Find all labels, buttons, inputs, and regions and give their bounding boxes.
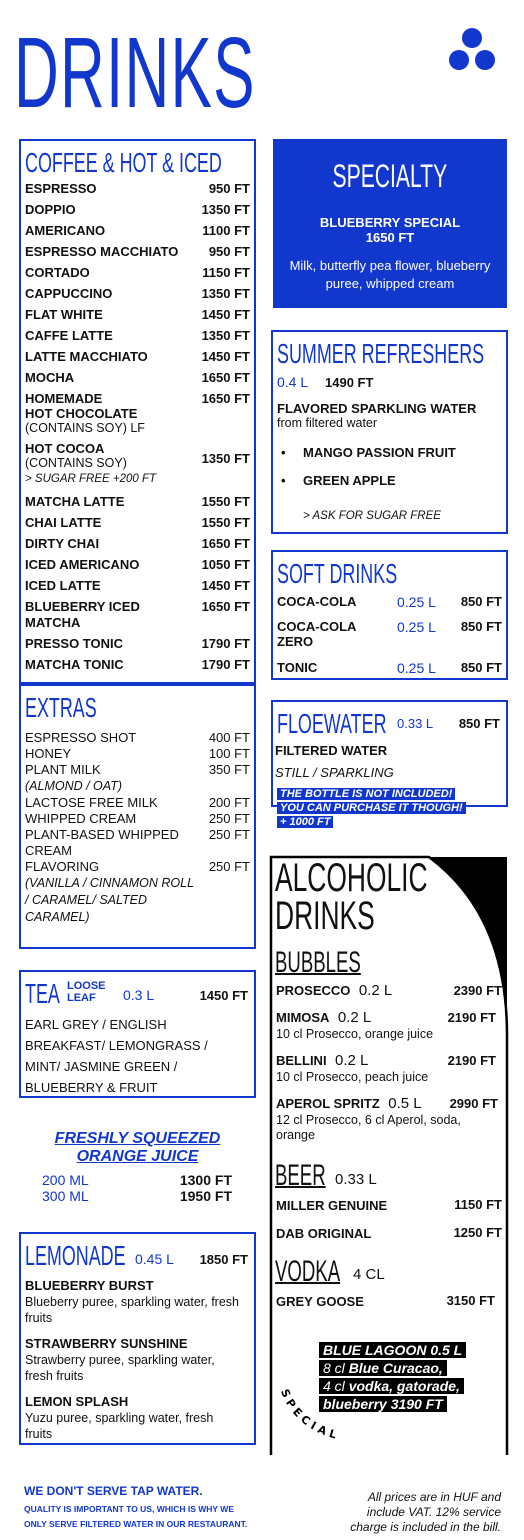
floewater-name: FILTERED WATER — [275, 743, 388, 758]
specialty-name: BLUEBERRY SPECIAL — [319, 215, 461, 230]
tea-section — [19, 970, 256, 1098]
lemonade-price: 1850 FT — [199, 1252, 248, 1267]
summer-size: 0.4 L — [277, 374, 309, 390]
lemonade-item-strawberry: STRAWBERRY SUNSHINE Strawberry puree, sparkling water, fresh fruits — [25, 1336, 215, 1383]
soft-drinks-title: SOFT DRINKS — [277, 558, 398, 589]
coffee-item: CHAI LATTE 1550 FT — [25, 515, 250, 530]
coffee-item: ICED LATTE 1450 FT — [25, 578, 250, 593]
orange-juice-row-200: 200 ML 1300 FT — [42, 1172, 232, 1188]
coffee-item-hot-cocoa: HOT COCOA (CONTAINS SOY) > SUGAR FREE +200 FT 1350 FT — [25, 441, 250, 485]
floewater-sub: STILL / SPARKLING — [275, 765, 394, 780]
alcohol-section — [269, 855, 509, 1455]
footer-water-note: WE DON'T SERVE TAP WATER. QUALITY IS IMPORTANT TO US, WHICH IS WHY WE ONLY SERVE FILTERED WATER IN OUR RESTAURANT. — [24, 1484, 248, 1529]
extra-plant-milk-note: (ALMOND / OAT) — [25, 779, 122, 793]
tea-price: 1450 FT — [199, 988, 248, 1003]
coffee-item: LATTE MACCHIATO 1450 FT — [25, 349, 250, 364]
lemonade-section — [19, 1232, 256, 1445]
orange-juice-section — [19, 1130, 256, 1204]
extras-section — [19, 684, 256, 949]
soft-row-tonic: TONIC 0.25 L 850 FT — [277, 660, 502, 676]
coffee-item: MATCHA TONIC 1790 FT — [25, 657, 250, 672]
orange-juice-row-300: 300 ML 1950 FT — [42, 1188, 232, 1204]
coffee-item: BLUEBERRY ICED MATCHA 1650 FT — [25, 599, 250, 630]
special-stamp — [273, 1379, 363, 1449]
soft-row-cola: COCA-COLA 0.25 L 850 FT — [277, 594, 502, 610]
specialty-description: Milk, butterfly pea flower, blueberry puree, whipped cream — [289, 258, 491, 291]
floewater-notes: THE BOTTLE IS NOT INCLUDED! YOU CAN PURCHASE IT THOUGH! + 1000 FT — [277, 787, 466, 829]
extra-whipped-cream: WHIPPED CREAM 250 FT — [25, 811, 250, 826]
extra-plant-milk: PLANT MILK 350 FT — [25, 762, 250, 777]
soft-row-cola-zero: COCA-COLA ZERO 0.25 L 850 FT — [277, 619, 502, 649]
tea-loose-leaf-label: LOOSE LEAF — [67, 980, 106, 1004]
floewater-title: FLOEWATER — [277, 708, 387, 739]
bubbles-item-bellini: BELLINI 0.2 L 2190 FT 10 cl Prosecco, peach juice — [276, 1052, 496, 1084]
floewater-price: 850 FT — [458, 716, 500, 731]
coffee-item: ESPRESSO MACCHIATO 950 FT — [25, 244, 250, 259]
specialty-section — [273, 139, 507, 308]
coffee-item: CORTADO 1150 FT — [25, 265, 250, 280]
footer-price-note: All prices are in HUF and include VAT. 12% service charge is included in the bill. — [350, 1490, 501, 1534]
page-title-text: DRINKS — [14, 17, 256, 129]
summer-note: > ASK FOR SUGAR FREE — [303, 510, 441, 522]
lemonade-item-lemon: LEMON SPLASH Yuzu puree, sparkling water, fresh fruits — [25, 1394, 214, 1441]
tea-description: EARL GREY / ENGLISH BREAKFAST/ LEMONGRASS / MINT/ JASMINE GREEN / BLUEBERRY & FRUIT — [25, 1017, 208, 1095]
summer-section — [271, 330, 508, 534]
coffee-item: CAFFE LATTE 1350 FT — [25, 328, 250, 343]
summer-flavor-mango: • MANGO PASSION FRUIT — [281, 445, 456, 460]
specialty-price: 1650 FT — [365, 230, 415, 245]
svg-text:SPECIAL — [278, 1387, 342, 1443]
coffee-item: DOPPIO 1350 FT — [25, 202, 250, 217]
bubbles-item-prosecco: PROSECCO 0.2 L 2390 FT — [276, 982, 502, 999]
extra-espresso-shot: ESPRESSO SHOT 400 FT — [25, 730, 250, 745]
extra-lactose-free-milk: LACTOSE FREE MILK 200 FT — [25, 795, 250, 810]
coffee-item: MOCHA 1650 FT — [25, 370, 250, 385]
special-stamp-text: SPECIAL — [278, 1387, 342, 1443]
coffee-item: AMERICANO 1100 FT — [25, 223, 250, 238]
coffee-item-hot-chocolate: HOMEMADE HOT CHOCOLATE (CONTAINS SOY) LF 1650 FT — [25, 391, 250, 435]
tea-title: TEA — [25, 978, 60, 1009]
extra-flavoring: FLAVORING 250 FT — [25, 859, 250, 874]
beer-item-dab: DAB ORIGINAL 1250 FT — [276, 1225, 502, 1241]
vodka-title: VODKA — [275, 1255, 341, 1288]
coffee-title: COFFEE & HOT & ICED — [25, 147, 222, 178]
summer-price: 1490 FT — [325, 375, 374, 390]
tea-size: 0.3 L — [123, 987, 155, 1003]
page-title — [14, 18, 344, 128]
floewater-section — [271, 700, 508, 828]
coffee-item: MATCHA LATTE 1550 FT — [25, 494, 250, 509]
coffee-section — [19, 139, 256, 684]
extra-plant-whipped-cream: PLANT-BASED WHIPPED CREAM 250 FT — [25, 827, 250, 858]
summer-item-sub: from filtered water — [277, 416, 378, 430]
bubbles-item-mimosa: MIMOSA 0.2 L 2190 FT 10 cl Prosecco, orange juice — [276, 1009, 496, 1041]
coffee-item: DIRTY CHAI 1650 FT — [25, 536, 250, 551]
summer-flavor-apple: • GREEN APPLE — [281, 473, 396, 488]
extra-flavoring-note: (VANILLA / CINNAMON ROLL / CARAMEL/ SALTED CARAMEL) — [25, 876, 194, 924]
extras-list — [25, 730, 254, 926]
extras-title: EXTRAS — [25, 692, 97, 723]
beer-title: BEER — [275, 1159, 326, 1192]
extra-honey: HONEY 100 FT — [25, 746, 250, 761]
coffee-item: ESPRESSO 950 FT — [25, 181, 250, 196]
coffee-item: PRESSO TONIC 1790 FT — [25, 636, 250, 651]
orange-juice-title: FRESHLY SQUEEZED ORANGE JUICE — [54, 1130, 221, 1165]
logo-icon — [446, 26, 498, 74]
lemonade-title: LEMONADE — [25, 1240, 126, 1271]
lemonade-item-blueberry: BLUEBERRY BURST Blueberry puree, sparkling water, fresh fruits — [25, 1278, 239, 1325]
floewater-size: 0.33 L — [397, 716, 434, 731]
specialty-title: SPECIALTY — [332, 158, 448, 194]
beer-size: 0.33 L — [335, 1171, 377, 1188]
bubbles-title: BUBBLES — [275, 946, 361, 979]
bubbles-item-aperol: APEROL SPRITZ 0.5 L 2990 FT 12 cl Prosecco, 6 cl Aperol, soda, orange — [276, 1095, 498, 1142]
coffee-item: CAPPUCCINO 1350 FT — [25, 286, 250, 301]
summer-title: SUMMER REFRESHERS — [277, 338, 485, 369]
lemonade-size: 0.45 L — [135, 1251, 174, 1267]
soft-drinks-section — [271, 550, 508, 680]
beer-item-miller: MILLER GENUINE 1150 FT — [276, 1197, 502, 1213]
coffee-item: ICED AMERICANO 1050 FT — [25, 557, 250, 572]
coffee-list — [25, 181, 254, 678]
vodka-item-grey-goose: GREY GOOSE 3150 FT — [276, 1293, 495, 1309]
blue-lagoon-special: BLUE LAGOON 0.5 L 8 cl Blue Curacao, 4 cl vodka, gatorade, blueberry 3190 FT — [319, 1341, 466, 1413]
alcohol-title: ALCOHOLIC DRINKS — [275, 856, 428, 938]
coffee-item: FLAT WHITE 1450 FT — [25, 307, 250, 322]
summer-item-name: FLAVORED SPARKLING WATER — [277, 401, 477, 416]
vodka-size: 4 CL — [353, 1266, 385, 1283]
